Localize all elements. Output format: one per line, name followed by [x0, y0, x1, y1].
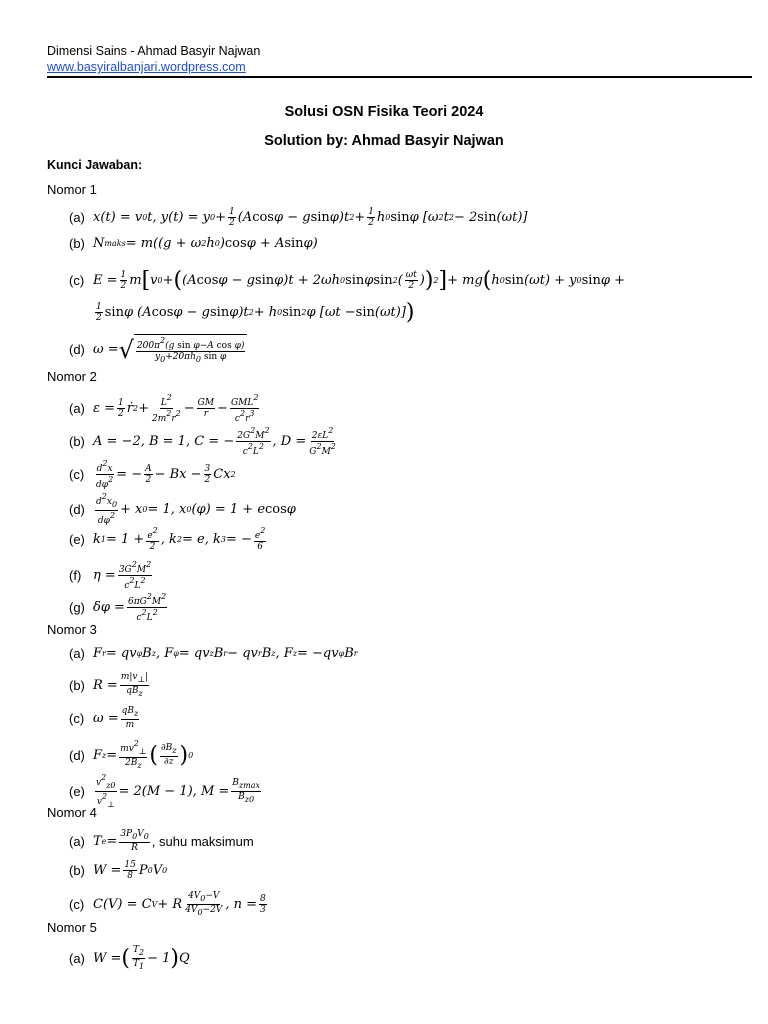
- answer-2f: [69, 560, 154, 591]
- answer-key-heading: Kunci Jawaban:: [47, 158, 143, 172]
- equation: N maks = m((g + ω 2 h 0 ) cos φ + A sin φ): [93, 236, 318, 251]
- equation: x(t) = v 0 t, y(t) = y 0 + 1 2 (A cos φ − g sin φ)t 2 + 1 2 h 0 sin φ [ω 2 t 2 − 2 sin (ωt)]: [93, 207, 528, 228]
- website-link[interactable]: www.basyiralbanjari.wordpress.com: [47, 60, 246, 74]
- tag: (f): [69, 568, 82, 583]
- section-nomor-1: Nomor 1: [47, 182, 97, 197]
- answer-4b: [69, 860, 167, 881]
- answer-2d: [69, 492, 296, 526]
- section-nomor-4: Nomor 4: [47, 805, 97, 820]
- answer-2e: [69, 526, 268, 552]
- answer-4c: [69, 891, 269, 918]
- equation: ω = √ $\frac{\text{200π2(g sin φ−A cos φ)}}{\text{y0+20πh0 sin φ}}$: [93, 334, 247, 365]
- answer-1a: [69, 207, 527, 228]
- tag: (c): [69, 467, 85, 482]
- tag: (a): [69, 210, 85, 225]
- equation: δφ = 6πG2M2 c2L2: [93, 592, 167, 623]
- answer-3e: [69, 773, 263, 810]
- tag: (a): [69, 401, 85, 416]
- answer-4a: [69, 829, 254, 853]
- answer-3b: [69, 672, 151, 699]
- tag: (b): [69, 863, 85, 878]
- author-line: Dimensi Sains - Ahmad Basyir Najwan: [47, 44, 261, 58]
- equation: ε = 1 2 ṙ 2 + L2 2m2r2 − GM r − GML2 c2r3: [93, 393, 259, 424]
- equation: d2x0 dφ2 + x 0 = 1, x 0 (φ) = 1 + e cos φ: [96, 492, 296, 526]
- answer-3a: [69, 646, 358, 661]
- equation: η = 3G2M2 c2L2: [93, 560, 152, 591]
- text-suhu-maksimum: , suhu maksimum: [151, 833, 254, 849]
- tag: (d): [69, 747, 85, 763]
- section-nomor-5: Nomor 5: [47, 920, 97, 935]
- answer-2b: [69, 426, 339, 457]
- page-subtitle: Solution by: Ahmad Basyir Najwan: [264, 133, 504, 149]
- answer-2a: [69, 393, 261, 424]
- section-nomor-3: Nomor 3: [47, 622, 97, 637]
- tag: (c): [69, 710, 85, 726]
- tag: (a): [69, 646, 85, 661]
- section-nomor-2: Nomor 2: [47, 369, 97, 384]
- equation: A = −2, B = 1, C = − 2G2M2 c2L2 , D = 2εL2 G2M2: [93, 426, 336, 457]
- tag: (e): [69, 784, 85, 799]
- equation: W = ( T2 T1 − 1 ) Q: [93, 945, 190, 971]
- equation: d2x dφ2 = − A 2 − Bx − 3 2 Cx 2: [96, 459, 236, 490]
- tag: (b): [69, 434, 85, 449]
- answer-2c: [69, 459, 236, 490]
- equation: T e = 3P0V0 R , suhu maksimum: [93, 829, 254, 853]
- answer-1c-line2: [93, 300, 415, 325]
- tag: (d): [69, 342, 85, 357]
- document-header: [47, 43, 260, 75]
- equation: v2z0 v2⊥ = 2(M − 1), M = Bzmax Bz0: [96, 773, 260, 809]
- equation: 1 2 sin φ (A cos φ − g sin φ)t 2 + h 0 sin 2 φ [ωt − sin (ωt)] ): [96, 300, 415, 325]
- equation: E = 1 2 m [ v 0 + ( (A cos φ − g sin φ)t + 2ωh 0 sin φ sin 2 ( ωt 2 ) ) 2 ] + mg ( h 0 sin (ωt) + y 0 sin φ +: [93, 268, 625, 293]
- equation: ω = qBz m: [93, 706, 139, 730]
- answer-1d: [69, 334, 247, 365]
- tag: (b): [69, 678, 85, 693]
- equation: R = m|v⊥| qBz: [93, 672, 149, 698]
- tag: (a): [69, 833, 85, 849]
- header-rule: [47, 76, 752, 78]
- equation: F r = qv φ B z , F φ = qv z B r − qv r B z , F z = −qv φ B r: [93, 646, 358, 661]
- equation: C(V) = C V + R 4V0−V 4V0−2V , n = 8 3: [93, 891, 266, 917]
- equation: F z = mv2⊥ 2Bz ( ∂Bz ∂z ) 0: [93, 739, 194, 770]
- tag: (c): [69, 273, 85, 288]
- answer-5a: [69, 945, 190, 972]
- tag: (g): [69, 600, 85, 615]
- equation: k 1 = 1 + e2 2 , k 2 = e, k 3 = − e2 6: [93, 526, 266, 552]
- tag: (a): [69, 951, 85, 966]
- answer-2g: [69, 592, 169, 623]
- answer-1c-line1: [69, 268, 625, 293]
- tag: (e): [69, 531, 85, 547]
- answer-1b: [69, 236, 318, 251]
- tag: (d): [69, 501, 85, 517]
- page-title: Solusi OSN Fisika Teori 2024: [284, 104, 484, 120]
- equation: W = 15 8 P 0 V 0: [93, 860, 168, 881]
- answer-3c: [69, 706, 141, 730]
- tag: (c): [69, 897, 85, 912]
- tag: (b): [69, 236, 85, 251]
- answer-3d: [69, 739, 193, 771]
